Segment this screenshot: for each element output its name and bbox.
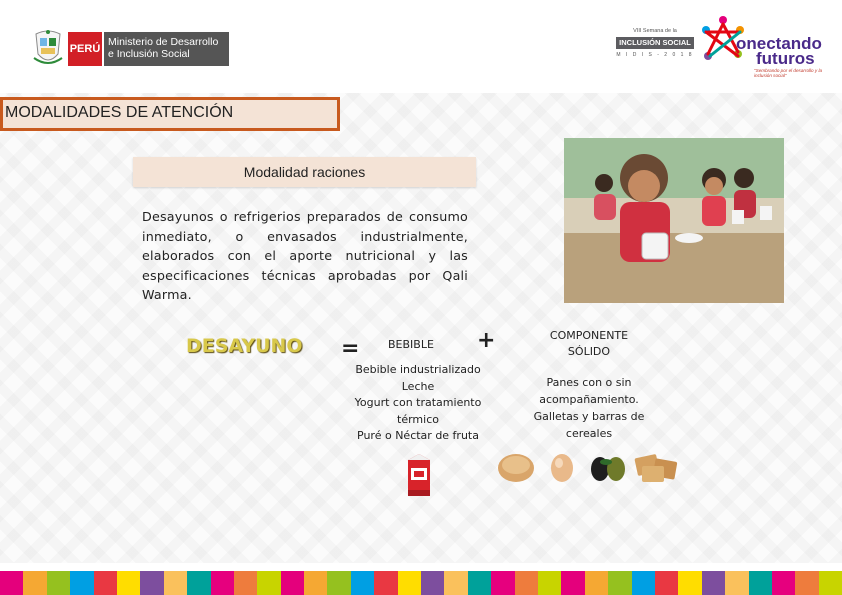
modality-label: Modalidad raciones (243, 164, 366, 180)
strip-segment (655, 571, 678, 595)
strip-segment (819, 571, 842, 595)
bebible-heading: BEBIBLE (388, 338, 434, 351)
semana-line-3: M I D I S - 2 0 1 8 (616, 52, 694, 58)
strip-segment (374, 571, 397, 595)
strip-segment (47, 571, 70, 595)
strip-segment (678, 571, 701, 595)
peru-label: PERÚ (68, 32, 102, 66)
strip-segment (585, 571, 608, 595)
strip-segment (94, 571, 117, 595)
strip-segment (281, 571, 304, 595)
semana-inclusion-logo (616, 28, 694, 62)
equals-sign: = (341, 336, 360, 361)
list-item: Panes con o sin (546, 376, 632, 389)
strip-segment (117, 571, 140, 595)
list-item: térmico (397, 412, 439, 426)
decorative-color-strip (0, 571, 842, 595)
conectando-futuros-logo (698, 14, 830, 80)
ministry-line-2: e Inclusión Social (108, 48, 190, 60)
semana-line-1: VIII Semana de la (633, 28, 677, 34)
conectando-text: onectando (736, 34, 822, 53)
strip-segment (211, 571, 234, 595)
bebible-list (344, 362, 492, 445)
strip-segment (772, 571, 795, 595)
strip-segment (608, 571, 631, 595)
component-heading-line-1: COMPONENTE (549, 329, 629, 342)
ministry-name (104, 32, 229, 66)
crackers-icon (634, 454, 677, 482)
bread-icon (498, 454, 534, 482)
strip-segment (257, 571, 280, 595)
strip-segment (0, 571, 23, 595)
strip-segment (561, 571, 584, 595)
strip-segment (538, 571, 561, 595)
semana-line-2: INCLUSIÓN SOCIAL (616, 37, 694, 49)
government-logo (32, 28, 229, 68)
strip-segment (23, 571, 46, 595)
milk-carton-icon (404, 452, 434, 498)
component-list (530, 374, 648, 442)
strip-segment (304, 571, 327, 595)
strip-segment (725, 571, 748, 595)
desayuno-label: DESAYUNO (186, 335, 303, 357)
children-eating-photo (564, 138, 784, 303)
solid-foods-icons (496, 450, 686, 486)
plus-sign: + (477, 328, 496, 353)
list-item: Bebible industrializado (355, 363, 481, 376)
strip-segment (351, 571, 374, 595)
strip-segment (444, 571, 467, 595)
component-heading (530, 328, 648, 360)
strip-segment (795, 571, 818, 595)
list-item: Puré o Néctar de fruta (357, 429, 479, 442)
strip-segment (70, 571, 93, 595)
strip-segment (234, 571, 257, 595)
list-item: Galletas y barras de (533, 410, 645, 423)
strip-segment (398, 571, 421, 595)
list-item: Leche (401, 379, 435, 393)
olives-icon (591, 457, 625, 481)
list-item: cereales (565, 427, 613, 440)
strip-segment (140, 571, 163, 595)
strip-segment (187, 571, 210, 595)
strip-segment (491, 571, 514, 595)
strip-segment (749, 571, 772, 595)
strip-segment (164, 571, 187, 595)
component-heading-line-2: SÓLIDO (567, 345, 611, 358)
ministry-line-1: Ministerio de Desarrollo (108, 36, 219, 48)
strip-segment (515, 571, 538, 595)
page-title: MODALIDADES DE ATENCIÓN (5, 104, 234, 121)
modality-description: Desayunos o refrigerios preparados de consumo inmediato, o envasados industrialmente, elaborados con el aporte nutricional y las especificaciones técnicas aprobadas por Qali Warma. (142, 209, 468, 302)
strip-segment (327, 571, 350, 595)
egg-icon (551, 454, 573, 482)
strip-segment (632, 571, 655, 595)
conectando-tagline: "Sembrando por el desarrollo y la inclusión social" (754, 68, 823, 78)
list-item: acompañamiento. (539, 393, 639, 406)
coat-of-arms-icon (32, 28, 64, 68)
futuros-text: futuros (756, 49, 815, 68)
strip-segment (421, 571, 444, 595)
list-item: Yogurt con tratamiento (354, 396, 482, 409)
strip-segment (702, 571, 725, 595)
strip-segment (468, 571, 491, 595)
